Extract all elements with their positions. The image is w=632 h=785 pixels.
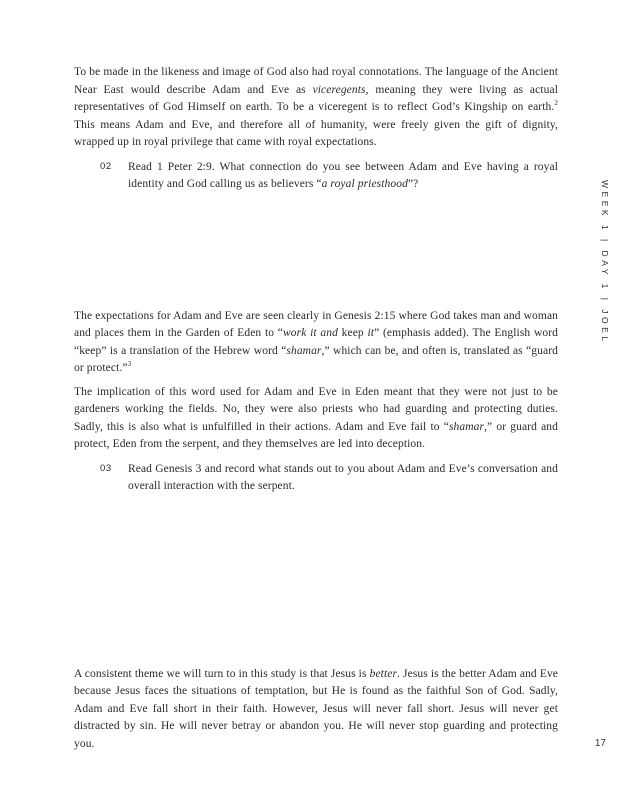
answer-space-question-02	[74, 194, 558, 308]
answer-space-question-03	[74, 496, 558, 666]
sidebar-week-day-label: WEEK 1 | DAY 1 | JOEL	[600, 180, 610, 345]
question-02-text: Read 1 Peter 2:9. What connection do you see between Adam and Eve having a royal identity and God calling us as believers “a royal priesthood”?	[128, 160, 558, 190]
question-03-number: 03	[100, 462, 112, 474]
question-03	[74, 461, 558, 496]
question-03-text: Read Genesis 3 and record what stands out to you about Adam and Eve’s conversation and overall interaction with the serpent.	[128, 462, 558, 492]
page-number: 17	[594, 738, 606, 749]
paragraph-royal-connotations: To be made in the likeness and image of God also had royal connotations. The language of the Ancient Near East would describe Adam and Eve as viceregents, meaning they were living as actual representatives of God Himself on earth. To be a viceregent is to reflect God’s Kingship on earth.$^2$ This means Adam and Eve, and therefore all of humanity, were freely given the gift of dignity, wrapped up in royal privilege that came with royal expectations.	[74, 66, 558, 148]
paragraph-shamar-implication: The implication of this word used for Adam and Eve in Eden meant that they were not just to be gardeners working the fields. No, they were also priests who had guarding and protecting duties. Sadly, this is also what is unfulfilled in their actions. Adam and Eve fail to “shamar,” or guard and protect, Eden from the serpent, and they themselves are led into deception.	[74, 385, 558, 450]
paragraph-jesus-is-better: A consistent theme we will turn to in this study is that Jesus is better. Jesus is the better Adam and Eve because Jesus faces the situations of temptation, but He is found as the faithful Son of God. Sadly, Adam and Eve fall short in their faith. However, Jesus will never fall short. Jesus will never get distracted by sin. He will never betray or abandon you. He will never stop guarding and protecting you.	[74, 667, 558, 750]
question-02	[74, 159, 558, 194]
question-02-number: 02	[100, 160, 112, 172]
paragraph-genesis-expectations: The expectations for Adam and Eve are seen clearly in Genesis 2:15 where God takes man and woman and places them in the Garden of Eden to “work it and keep it” (emphasis added). The English word “keep” is a translation of the Hebrew word “shamar,” which can be, and often is, translated as “guard or protect.”$^3$	[74, 309, 558, 374]
text-column	[74, 64, 558, 753]
